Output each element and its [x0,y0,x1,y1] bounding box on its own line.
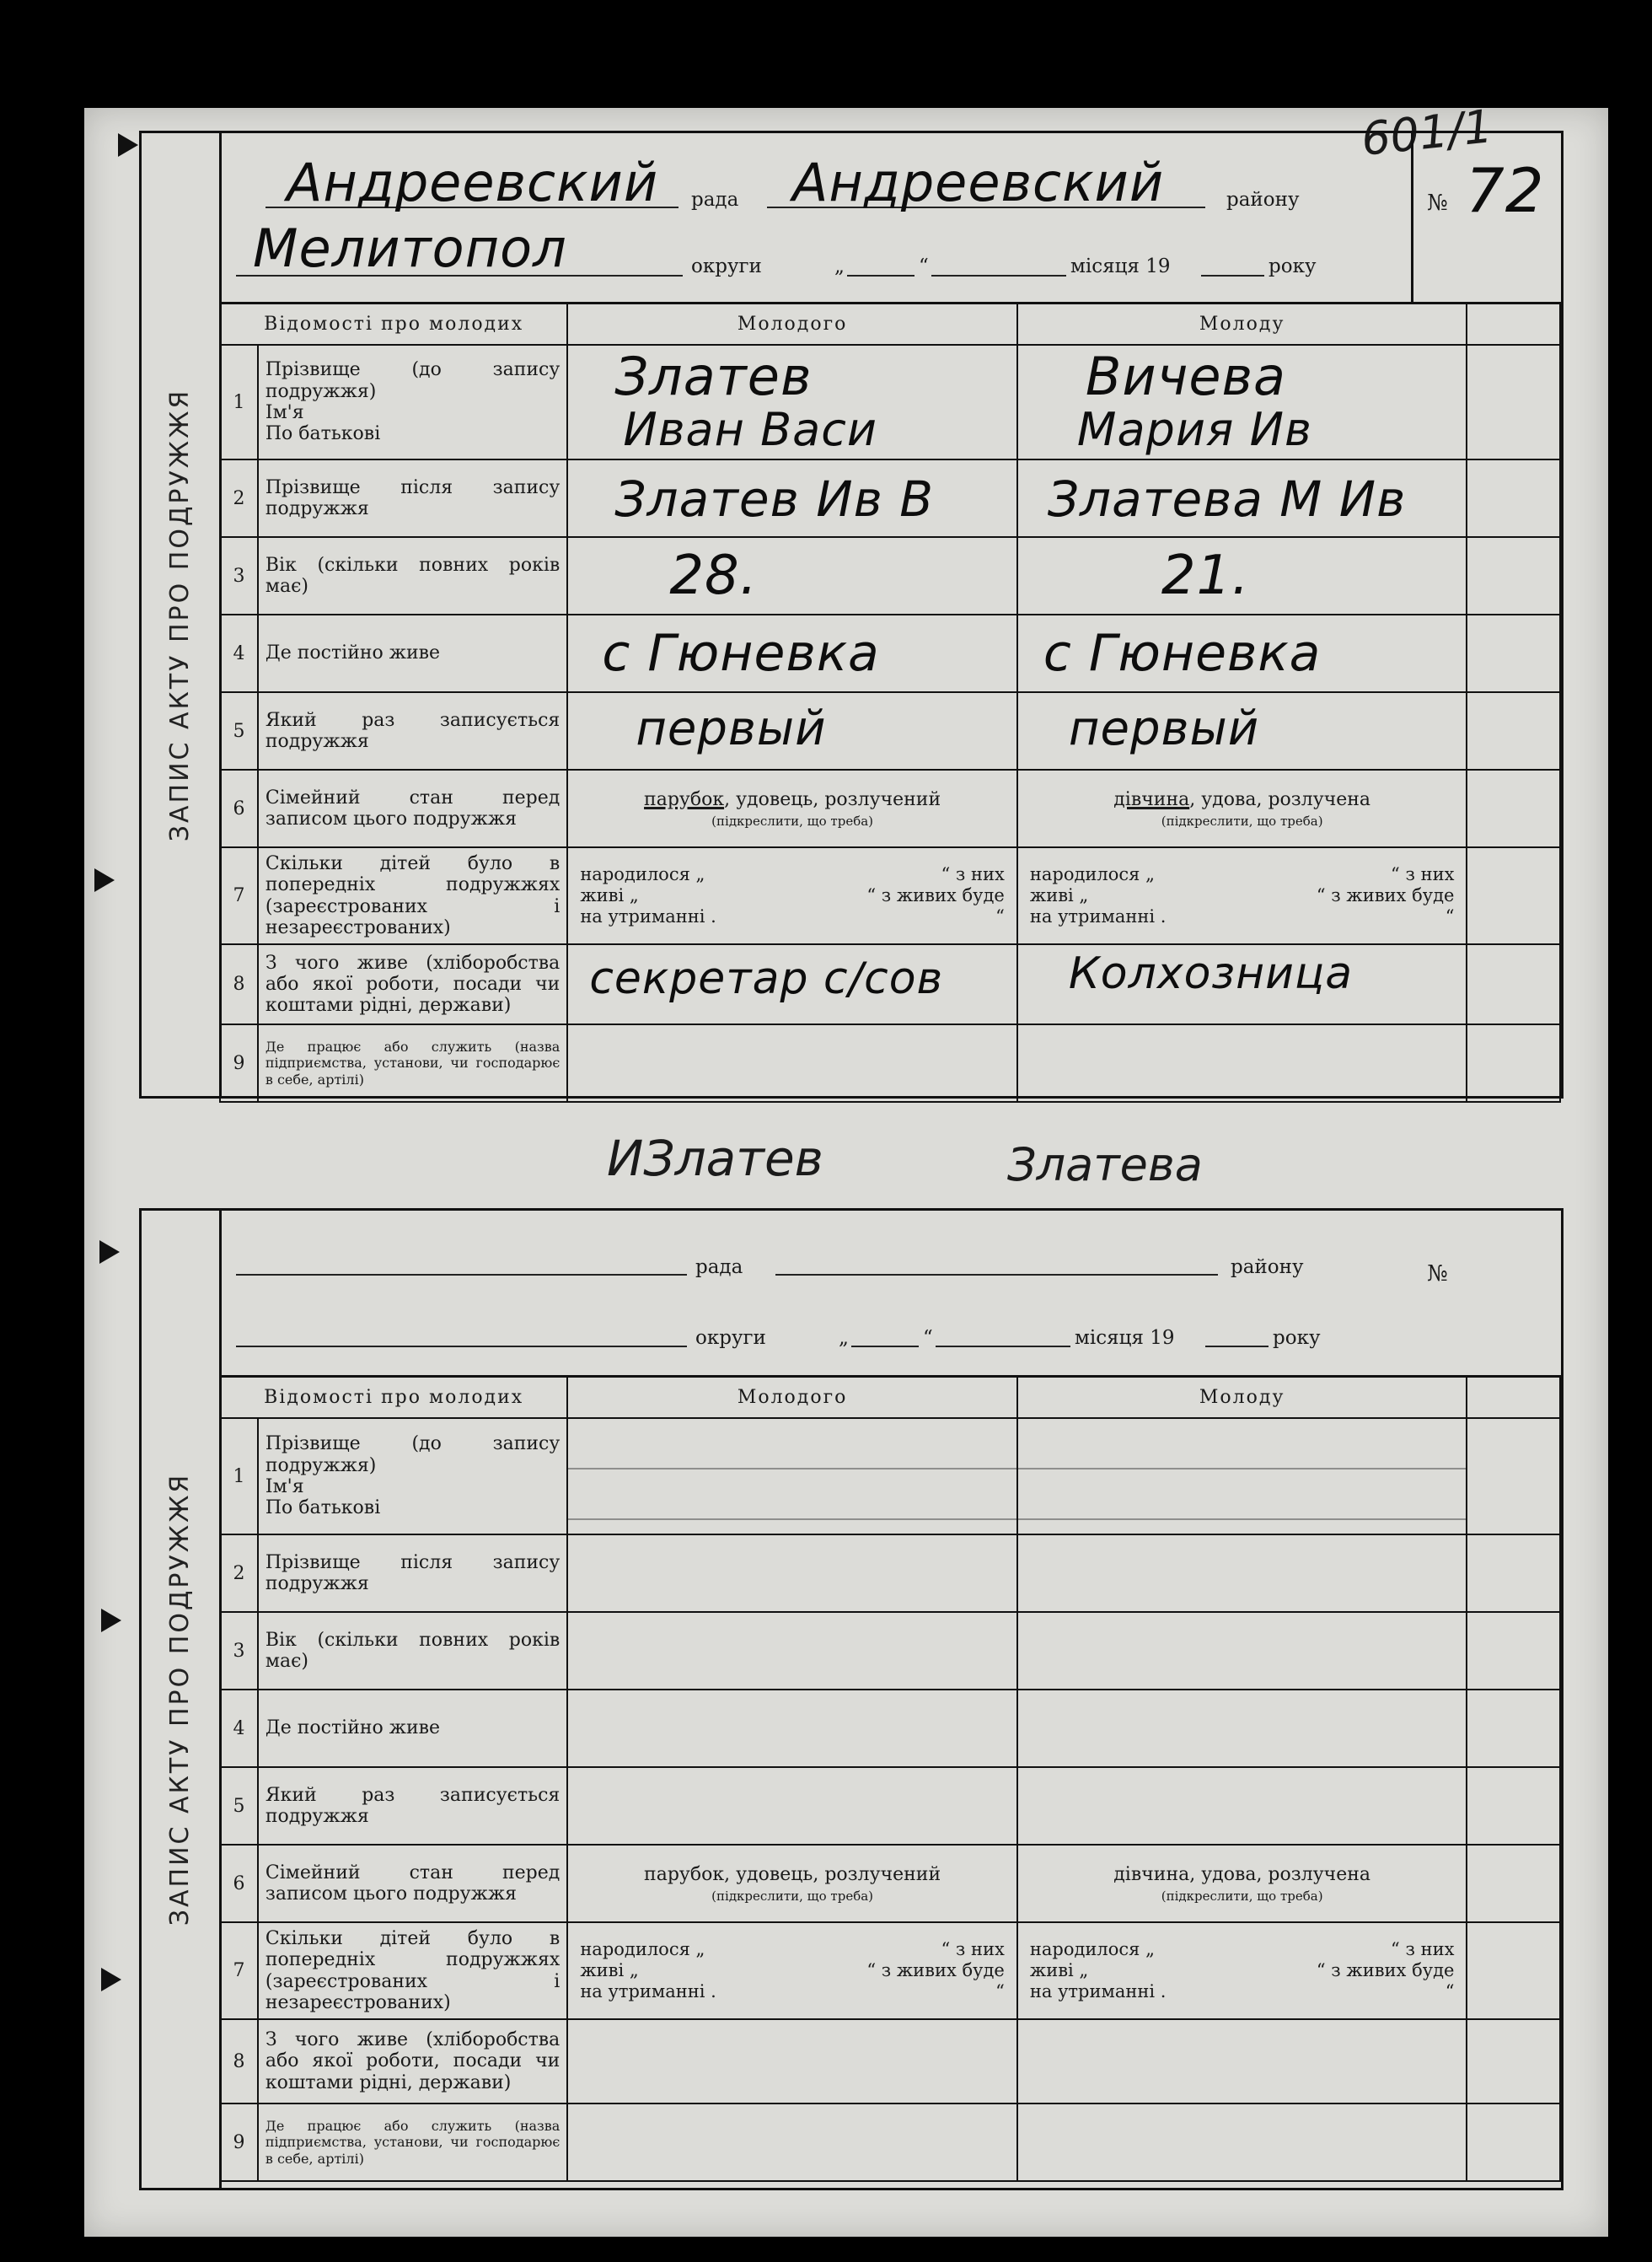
label-roku: року [1268,255,1317,277]
question-surname-after: Прізвище після запису подружжя [258,1534,567,1612]
handwritten-bride-surname-after: Златева М Ив [1047,470,1407,528]
question-residence: Де постійно живе [258,615,567,692]
col-header-bride: Молоду [1017,1376,1467,1418]
question-marital-status: Сімейний стан перед записом цього подружжя [258,770,567,847]
bride-children: народилося „ “ з них живі „ “ з живих буде на утриманні . “ [1017,1922,1467,2019]
label-month-year: місяця 19 [1070,255,1171,277]
handwritten-groom-surname-after: Златев Ив В [614,470,934,528]
handwritten-raion: Андреевский [792,152,1165,213]
handwritten-groom-occupation: секретар с/сов [589,954,944,1004]
form-header: Андреевский рада Андреевский району Мелитопол округи „ “ місяця 19 року № 72 [219,133,1561,304]
label-roku: року [1273,1327,1321,1349]
punch-hole-mark [101,1609,121,1632]
question-children: Скільки дітей було в попередніх подружжях (зареєстрованих і незареєстрованих) [258,1922,567,2019]
label-rada: рада [695,1256,743,1278]
marriage-record-form-1 [139,131,1564,1099]
handwritten-bride-residence: с Гюневка [1043,624,1322,683]
question-surname-before: Прізвище (до запису подружжя) Ім'я По батькові [258,345,567,459]
groom-children: народилося „ “ з них живі „ “ з живих буде на утриманні . “ [567,847,1017,944]
record-number-box: № 72 [1411,133,1561,302]
col-header-groom: Молодого [567,1376,1017,1418]
punch-hole-mark [94,868,115,892]
handwritten-bride-occupation: Колхозница [1068,948,1354,999]
record-table-1: Відомості про молодих Молодого Молоду 1 Прізвище (до запису подружжя) Ім'я По батькові Златев Иван Васи Вичева Мария Ив 2 Прізвище після запису подружжя Златев Ив В Златева М Ив 3 Вік (скільки повних років має) 28. 21. 4 Де постійно живе с Гюневка с Гюневка 5 Який раз записується подружжя первый первый 6 Сімейний стан перед записом цього подружжя парубок, удовець, розлучений (підкреслити, що треба) дівчина, удова, розлучена (підкреслити, що треба) 7 Скільки дітей було в попередніх подружжях (зареєстрованих і незареєстрованих) народилося „ “ з них живі „ “ з живих буде на утриманні . “ народилося „ “ з них живі „ “ з живих буде на утриманні . “ 8 З чого живе (хліборобства або якої роботи, посади чи коштами рідні, держави) секретар с/сов Колхозница 9 Де працює або служить (назва підприємства, установи, чи господарює в себе, артілі) [219,302,1561,1103]
question-workplace: Де працює або служить (назва підприємства, установи, чи господарює в себе, артілі) [258,2103,567,2181]
handwritten-groom-marriage-count: первый [636,701,827,756]
question-workplace: Де працює або служить (назва підприємства, установи, чи господарює в себе, артілі) [258,1024,567,1102]
vertical-title: ЗАПИС АКТУ ПРО ПОДРУЖЖЯ [142,133,222,1096]
question-marital-status: Сімейний стан перед записом цього подружжя [258,1845,567,1922]
label-okrugi: округи [691,255,762,277]
groom-signature: ИЗлатев [607,1130,823,1187]
bride-marital-status: дівчина, удова, розлучена (підкреслити, що треба) [1017,770,1467,847]
handwritten-groom-name: Иван Васи [623,403,878,456]
groom-name-cell [567,345,1017,459]
handwritten-bride-surname: Вичева [1085,346,1287,407]
handwritten-groom-surname: Златев [614,346,813,407]
record-table-2: Відомості про молодих Молодого Молоду 1 Прізвище (до запису подружжя) Ім'я По батькові 2 Прізвище після запису подружжя 3 Вік (скільки повних років має) 4 Де постійно живе 5 Який раз записується подружжя 6 Сімейний стан перед записом цього подружжя парубок, удовець, розлучений (підкреслити, що треба) дівчина, удова, розлучена (підкреслити, що треба) 7 Скільки дітей було в попередніх подружжях (зареєстрованих і незареєстрованих) народилося „ “ з них живі „ “ з живих буде на утриманні . “ народилося „ “ з них живі „ “ з живих буде на утриманні . “ 8 З чого живе (хліборобства або якої роботи, посади чи коштами рідні, держави) 9 Де працює або служить (назва підприємства, установи, чи господарює в себе, артілі) [219,1375,1561,2182]
groom-marital-status: парубок, удовець, розлучений (підкреслити, що треба) [567,1845,1017,1922]
marriage-record-form-2 [139,1208,1564,2190]
bride-children: народилося „ “ з них живі „ “ з живих буде на утриманні . “ [1017,847,1467,944]
handwritten-okrug: Мелитопол [253,218,567,279]
punch-hole-mark [118,133,138,157]
archive-stamp: 601/1 [1359,99,1495,166]
form-header: рада району округи „ “ місяця 19 року № [219,1211,1561,1378]
col-header-info: Відомості про молодих [220,1376,567,1418]
bride-name-cell [1017,345,1467,459]
handwritten-groom-age: 28. [669,545,759,607]
label-okrugi: округи [695,1327,766,1349]
handwritten-rada: Андреевский [287,152,659,213]
groom-children: народилося „ “ з них живі „ “ з живих буде на утриманні . “ [567,1922,1017,2019]
question-surname-before: Прізвище (до запису подружжя) Ім'я По батькові [258,1418,567,1534]
col-header-info: Відомості про молодих [220,303,567,345]
question-marriage-count: Який раз записується подружжя [258,1767,567,1845]
label-raionu: району [1231,1256,1304,1278]
question-age: Вік (скільки повних років має) [258,1612,567,1690]
groom-name-cell [567,1418,1017,1534]
col-header-groom: Молодого [567,303,1017,345]
handwritten-bride-age: 21. [1161,545,1250,607]
question-occupation: З чого живе (хліборобства або якої роботи, посади чи коштами рідні, держави) [258,2019,567,2103]
question-age: Вік (скільки повних років має) [258,537,567,615]
vertical-title: ЗАПИС АКТУ ПРО ПОДРУЖЖЯ [142,1211,222,2188]
punch-hole-mark [101,1968,121,1991]
record-number-box: № [1427,1261,1448,1287]
question-occupation: З чого живе (хліборобства або якої роботи, посади чи коштами рідні, держави) [258,944,567,1024]
label-rada: рада [691,189,739,211]
question-residence: Де постійно живе [258,1690,567,1767]
label-raionu: району [1226,189,1300,211]
handwritten-record-number: 72 [1466,155,1545,226]
handwritten-groom-residence: с Гюневка [602,624,880,683]
document-page [84,99,1608,2237]
question-surname-after: Прізвище після запису подружжя [258,459,567,537]
bride-name-cell [1017,1418,1467,1534]
punch-hole-mark [99,1240,120,1264]
bride-marital-status: дівчина, удова, розлучена (підкреслити, що треба) [1017,1845,1467,1922]
bride-signature: Златева [1007,1138,1203,1191]
handwritten-bride-marriage-count: первый [1068,701,1260,756]
label-month-year: місяця 19 [1075,1327,1175,1349]
handwritten-bride-name: Мария Ив [1076,403,1312,456]
groom-marital-status: парубок, удовець, розлучений (підкреслити, що треба) [567,770,1017,847]
col-header-bride: Молоду [1017,303,1467,345]
question-children: Скільки дітей було в попередніх подружжях (зареєстрованих і незареєстрованих) [258,847,567,944]
question-marriage-count: Який раз записується подружжя [258,692,567,770]
